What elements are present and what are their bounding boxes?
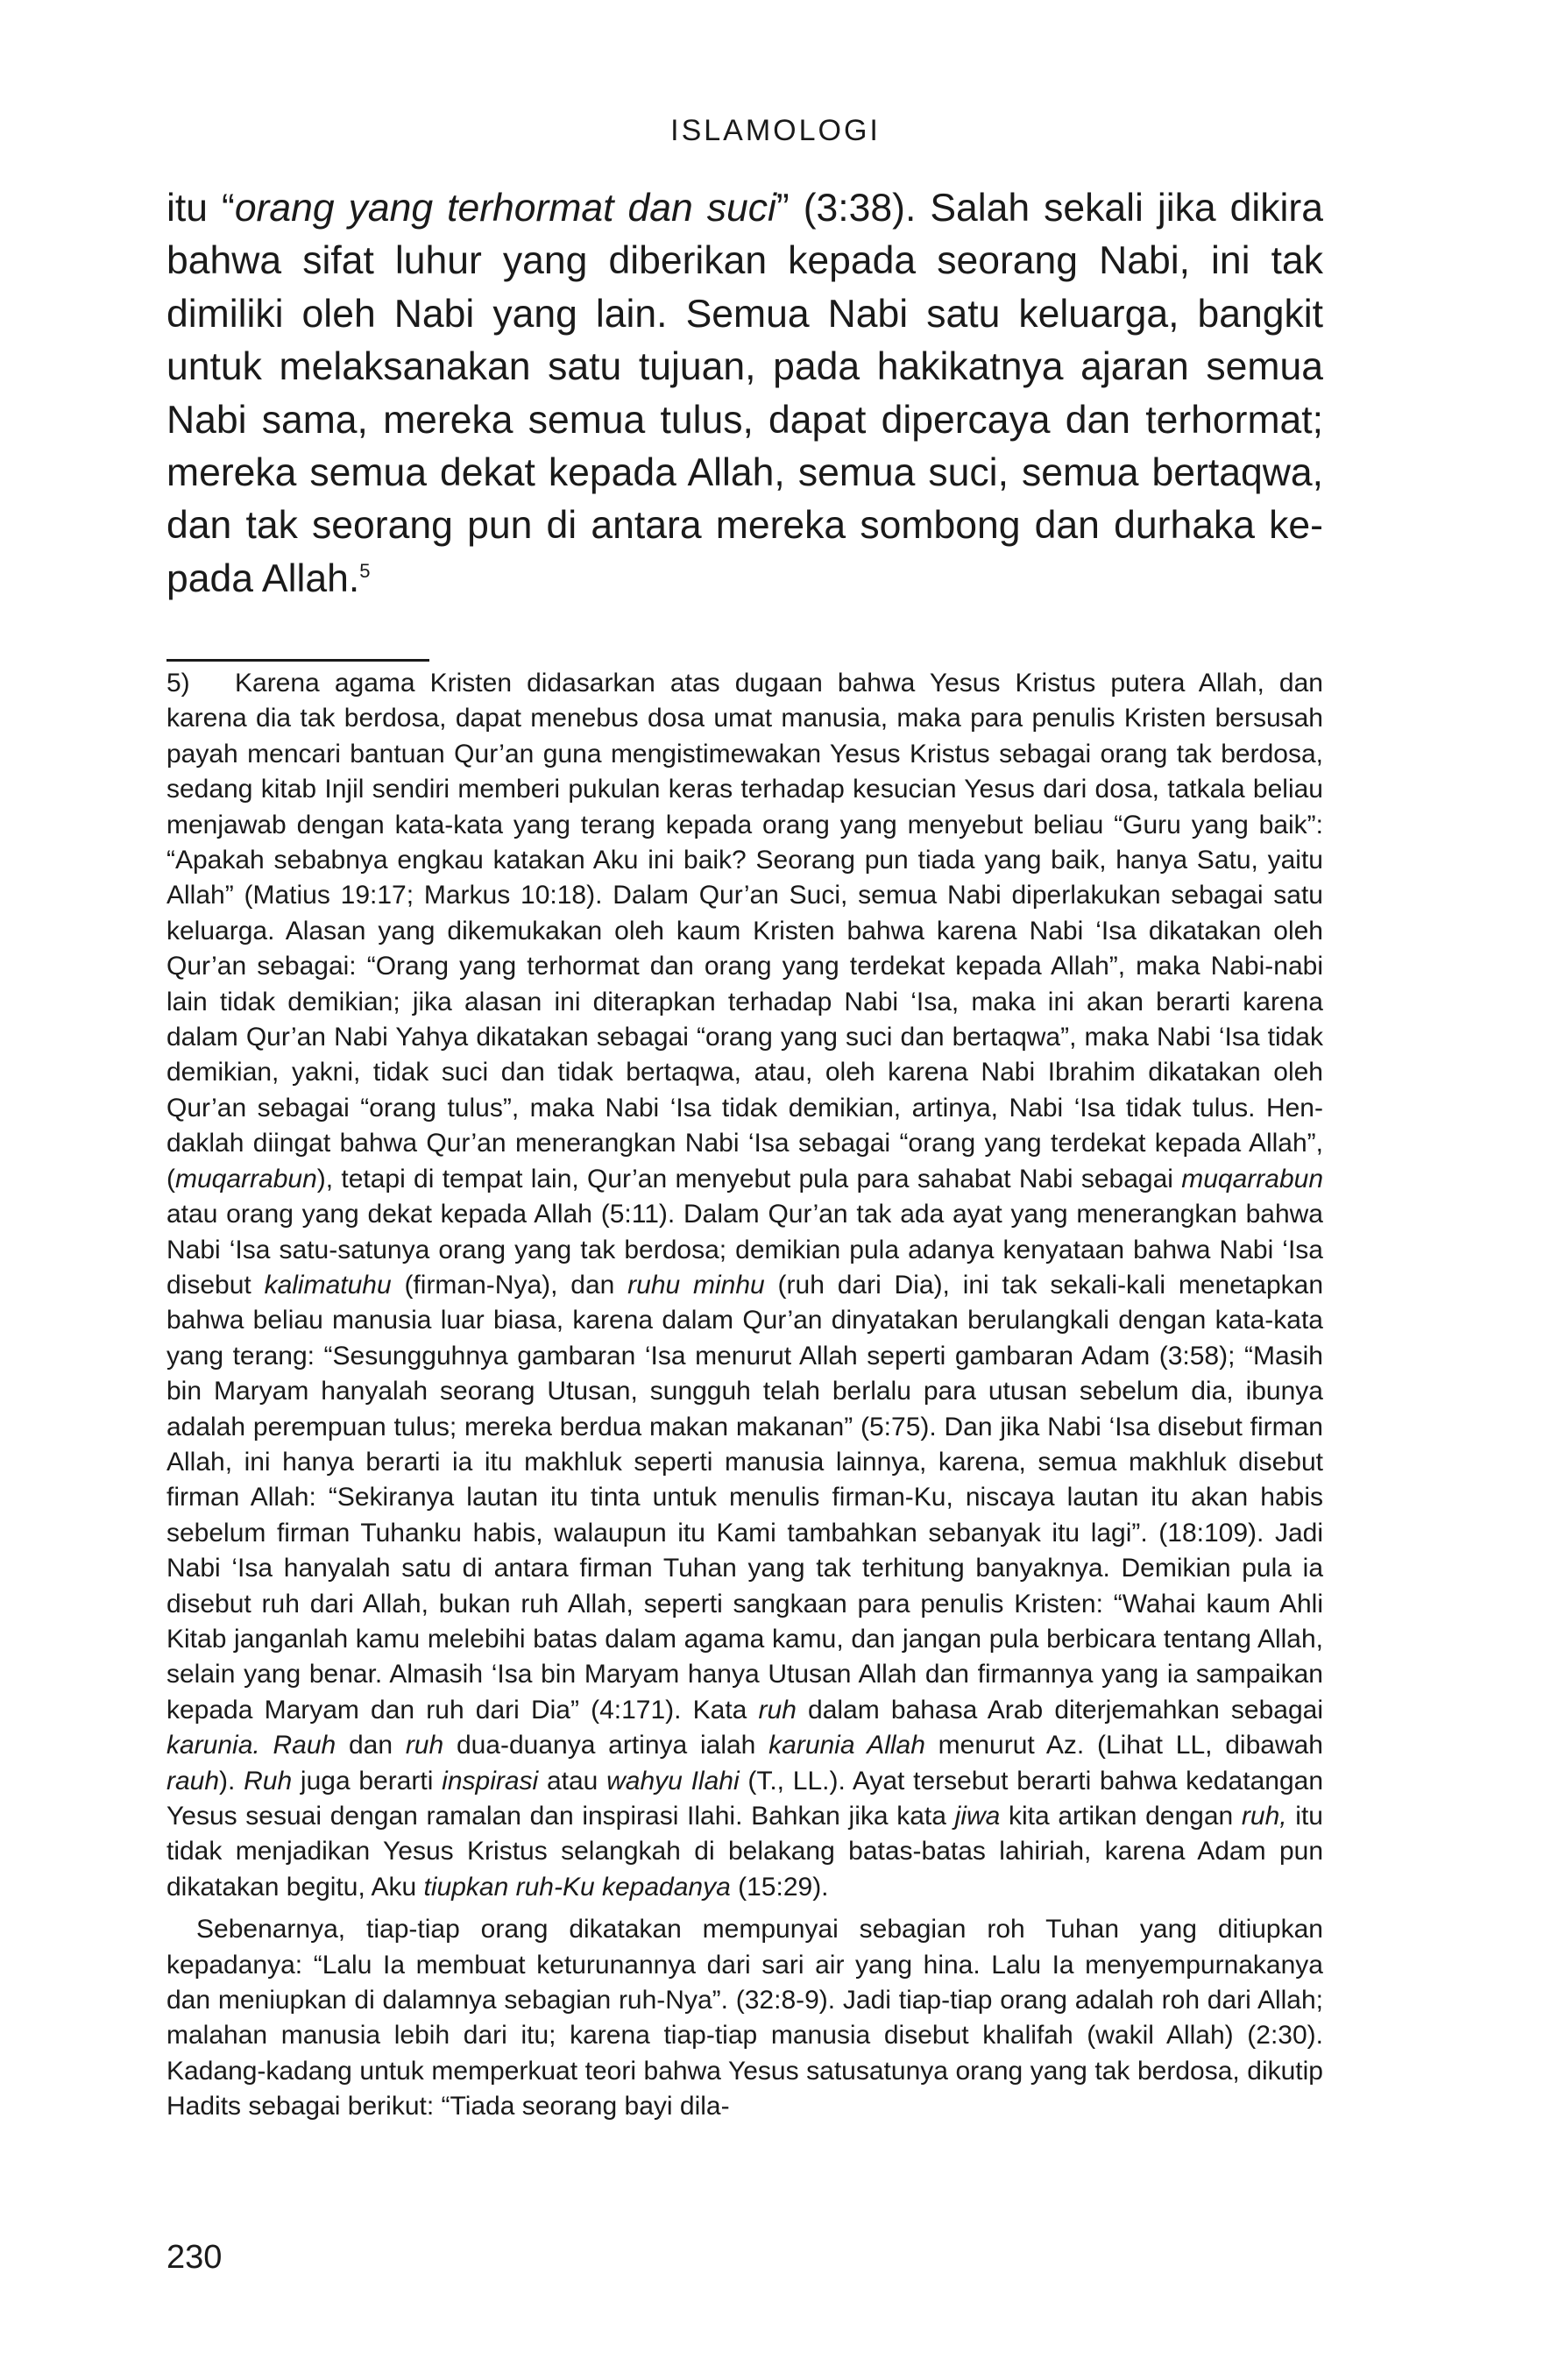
fn-seg-italic: karunia Allah <box>768 1731 925 1760</box>
fn-seg: (15:29). <box>730 1872 829 1902</box>
fn-seg: kita artikan dengan <box>1000 1802 1242 1831</box>
footnote-reference: 5 <box>359 560 371 583</box>
fn-seg: dan <box>336 1731 406 1760</box>
fn-seg: ). <box>219 1766 244 1796</box>
fn-seg-italic: muqarrabun <box>1181 1164 1323 1194</box>
footnote-paragraph-2: Sebenarnya, tiap-tiap orang dikatakan mempunyai sebagian roh Tuhan yang ditiupkan kepadanya: “Lalu Ia membuat keturunannya dari sari air yang hina. Lalu Ia menyempurnakanya dan meniupkan di dalamnya sebagian ruh-Nya”. (32:8-9). Jadi tiap-tiap orang adalah roh dari Allah; malahan manusia lebih dari itu; karena tiap-tiap manusia disebut khalifah (wakil Allah) (2:30). Kadang-kadang untuk memperkuat teori bahwa Yesus satusatunya orang yang tak berdosa, dikutip Hadits sebagai berikut: “Tiada seorang bayi dila- <box>166 1915 1323 2121</box>
footnote-paragraph-1 <box>166 666 1323 1905</box>
fn-seg-italic: ruh, <box>1241 1802 1287 1831</box>
fn-seg-italic: karunia. Rauh <box>166 1731 336 1760</box>
fn-seg: (ruh dari Dia), ini tak sekali-kali menetapkan bahwa beliau manusia luar biasa, karena dalam Qur’an dinyatakan berulangkali dengan kata-kata yang terang: “Sesungguhnya gambaran ‘Isa menurut Allah seperti gambaran Adam (3:58); “Masih bin Maryam hanyalah seorang Utusan, sungguh telah berlalu para utusan sebelum dia, ibunya adalah perempuan tulus; mereka berdua makan makanan” (5:75). Dan jika Nabi ‘Isa disebut firman Allah, ini hanya berarti ia itu makhluk seperti manusia lainnya, karena, semua makhluk disebut firman Allah: “Sekiranya lautan itu tinta untuk menulis firman-Ku, niscaya lautan itu akan habis sebelum firman Tuhanku habis, walaupun itu Kami tambahkan sebanyak itu lagi”. (18:109). Jadi Nabi ‘Isa hanyalah satu di antara firman Tuhan yang tak terhitung banyaknya. Demikian pula ia disebut ruh dari Allah, bukan ruh Allah, seperti sangkaan para penulis Kristen: “Wahai kaum Ahli Kitab janganlah kamu melebihi batas dalam agama kamu, dan jangan pula berbicara tentang Allah, selain yang benar. Almasih ‘Isa bin Maryam hanya Utusan Allah dan firmannya yang ia sampaikan kepada Maryam dan ruh dari Dia” (4:171). Kata <box>166 1270 1324 1725</box>
fn-seg-italic: jiwa <box>954 1802 1001 1831</box>
main-text-quote: orang yang terhormat dan suci <box>234 187 776 230</box>
fn-seg-italic: kalimatuhu <box>264 1270 392 1300</box>
footnote <box>166 666 1323 2125</box>
running-header: ISLAMOLOGI <box>670 114 881 147</box>
main-text-rest: ” (3:38). Salah sekali jika dikira bahwa sifat luhur yang diberikan kepada seorang Nabi, ini tak dimiliki oleh Nabi yang lain. Semua Nabi satu keluarga, bangkit untuk melaksanakan satu tujuan, pada hakikatnya ajaran semua Nabi sama, mereka semua tulus, dapat dipercaya dan terhormat; mereka semua dekat kepada Allah, semua suci, semua bertaqwa, dan tak seorang pun di antara mereka sombong dan durhaka kepada Allah. <box>166 187 1323 600</box>
fn-seg-italic: Ruh <box>244 1766 293 1796</box>
fn-seg: atau orang yang dekat kepada Allah (5:11). Dalam Qur’an tak ada ayat yang menerangkan bahwa Nabi ‘Isa satu-satunya orang yang tak berdosa; demikian pula adanya kenyataan bahwa Nabi ‘Isa disebut <box>166 1200 1323 1300</box>
fn-seg: juga berarti <box>292 1766 443 1796</box>
fn-seg: dalam bahasa Arab diterjemahkan sebagai <box>796 1695 1323 1725</box>
fn-seg: atau <box>538 1766 607 1796</box>
main-paragraph <box>166 182 1323 606</box>
fn-seg-italic: muqarrabun <box>175 1164 317 1194</box>
page-number: 230 <box>166 2239 223 2276</box>
fn-seg: menurut Az. (Lihat LL, dibawah <box>924 1731 1323 1760</box>
fn-seg-italic: wahyu Ilahi <box>606 1766 740 1796</box>
fn-seg-italic: ruhu minhu <box>627 1270 765 1300</box>
fn-seg-italic: rauh <box>166 1766 220 1796</box>
main-text <box>166 182 1323 606</box>
footnote-number: 5) <box>166 669 190 698</box>
fn-seg: Karena agama Kristen didasarkan atas dugaan bahwa Yesus Kristus putera Allah, dan karena dia tak berdosa, dapat menebus dosa umat manusia, maka para penulis Kristen bersusah payah mencari bantuan Qur’an guna mengistimewakan Yesus Kristus sebagai orang tak berdosa, sedang kitab Injil sendiri memberi pukulan keras terhadap kesucian Yesus dari dosa, tatkala beliau menjawab dengan kata-kata yang terang kepada orang yang menyebut beliau “Guru yang baik”: “Apakah sebabnya engkau katakan Aku ini baik? Seorang pun tiada yang baik, hanya Satu, yaitu Allah” (Matius 19:17; Markus 10:18). Dalam Qur’an Suci, semua Nabi diperlakukan sebagai satu keluarga. Alasan yang dikemukakan oleh kaum Kristen bahwa karena Nabi ‘Isa dikatakan oleh Qur’an sebagai: “Orang yang terhormat dan orang yang terdekat kepada Allah”, maka Nabi-nabi lain tidak demikian; jika alasan ini diterapkan terhadap Nabi ‘Isa, maka ini akan berarti karena dalam Qur’an Nabi Yahya dikatakan sebagai “orang yang suci dan bertaqwa”, maka Nabi ‘Isa tidak demikian, yakni, tidak suci dan tidak bertaqwa, atau, oleh karena Nabi Ibrahim dikatakan oleh Qur’an sebagai “orang tulus”, maka Nabi ‘Isa tidak demikian, artinya, Nabi ‘Isa tidak tulus. Hendaklah diingat bahwa Qur’an menerangkan Nabi ‘Isa sebagai “orang yang terdekat kepada Allah”, ( <box>166 669 1323 1194</box>
fn-seg: (firman-Nya), dan <box>391 1270 628 1300</box>
main-text-start: itu “ <box>166 187 235 230</box>
fn-seg-italic: ruh <box>758 1695 797 1725</box>
fn-seg-italic: tiupkan ruh-Ku kepadanya <box>423 1872 731 1902</box>
fn-seg-italic: ruh <box>405 1731 444 1760</box>
fn-seg-italic: inspirasi <box>442 1766 539 1796</box>
fn-seg: itu tidak menjadikan Yesus Kristus selangkah di belakang batas-batas lahiriah, karena Adam pun dikatakan begitu, Aku <box>166 1802 1323 1902</box>
fn-seg: (T., LL.). Ayat tersebut berarti bahwa kedatangan Yesus sesuai dengan ramalan dan inspirasi Ilahi. Bahkan jika kata <box>166 1766 1323 1831</box>
fn-seg: ), tetapi di tempat lain, Qur’an menyebut pula para sahabat Nabi sebagai <box>316 1164 1182 1194</box>
fn-seg: dua-duanya artinya ialah <box>443 1731 769 1760</box>
footnote-divider <box>166 659 429 662</box>
